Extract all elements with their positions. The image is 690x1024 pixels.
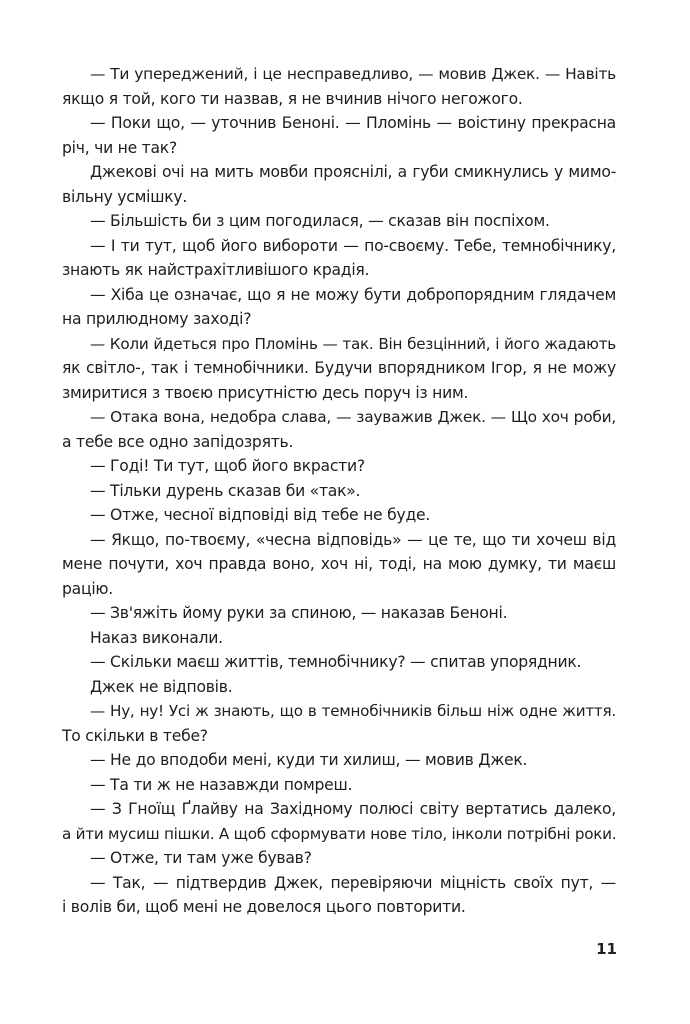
text-line: як світло-, так і темнобічники. Будучи впорядником Ігор, я не можу bbox=[62, 359, 616, 377]
text-line: — Більшість би з цим погодилася, — сказав він поспіхом. bbox=[90, 212, 550, 230]
text-line: а тебе все одно запідозрять. bbox=[62, 432, 294, 451]
text-line: — Тільки дурень сказав би «так». bbox=[90, 481, 361, 500]
text-line: — Ну, ну! Усі ж знають, що в темнобічників більш ніж одне життя. bbox=[90, 702, 616, 720]
text-line: Джек не відповів. bbox=[90, 677, 233, 696]
text-line: річ, чи не так? bbox=[62, 138, 177, 157]
text-line: рацію. bbox=[62, 579, 113, 598]
text-line: знають як найстрахітливішого крадія. bbox=[62, 261, 370, 279]
text-line: — Отже, чесної відповіді від тебе не буде. bbox=[90, 506, 431, 524]
text-line: і волів би, щоб мені не довелося цього повторити. bbox=[62, 898, 466, 916]
text-line: — Ти упереджений, і це несправедливо, — мовив Джек. — Навіть bbox=[90, 65, 616, 83]
text-line: — Поки що, — уточнив Беноні. — Пломінь — воістину прекрасна bbox=[90, 114, 616, 132]
text-line: — З Гноїщ Ґлайву на Західному полюсі світу вертатись далеко, bbox=[90, 800, 616, 818]
text-line: мене почути, хоч правда воно, хоч ні, тоді, на мою думку, ти маєш bbox=[62, 555, 616, 573]
text-line: — Отже, ти там уже бував? bbox=[90, 849, 312, 867]
page-number: 11 bbox=[596, 940, 617, 958]
text-line: То скільки в тебе? bbox=[62, 726, 208, 745]
text-line: на прилюдному заході? bbox=[62, 310, 252, 328]
text-line: — Якщо, по-твоєму, «чесна відповідь» — це те, що ти хочеш від bbox=[90, 530, 616, 549]
text-line: — Отака вона, недобра слава, — зауважив Джек. — Що хоч роби, bbox=[90, 408, 616, 426]
text-line: — Так, — підтвердив Джек, перевіряючи міцність своїх пут, — bbox=[90, 873, 616, 892]
text-line: — Скільки маєш життів, темнобічнику? — спитав упорядник. bbox=[90, 653, 582, 671]
text-line: змиритися з твоєю присутністю десь поруч із ним. bbox=[62, 383, 469, 402]
text-line: а йти мусиш пішки. А щоб сформувати нове тіло, інколи потрібні роки. bbox=[62, 824, 617, 843]
text-line: — Та ти ж не назавжди помреш. bbox=[90, 775, 353, 794]
text-line: вільну усмішку. bbox=[62, 187, 188, 206]
text-line: — Не до вподоби мені, куди ти хилиш, — мовив Джек. bbox=[90, 751, 528, 769]
text-line: — Зв'яжіть йому руки за спиною, — наказав Беноні. bbox=[90, 604, 508, 622]
text-line: Наказ виконали. bbox=[90, 628, 223, 647]
text-line: — Хіба це означає, що я не можу бути добропорядним глядачем bbox=[90, 285, 616, 304]
page-text bbox=[62, 62, 616, 920]
text-line: Джекові очі на мить мовби прояснілі, а губи смикнулись у мимо- bbox=[90, 163, 616, 181]
text-line: якщо я той, кого ти назвав, я не вчинив нічого негожого. bbox=[62, 89, 523, 108]
text-line: — Годі! Ти тут, щоб його вкрасти? bbox=[90, 457, 365, 475]
text-line: — І ти тут, щоб його вибороти — по-своєму. Тебе, темнобічнику, bbox=[90, 236, 616, 255]
text-line: — Коли йдеться про Пломінь — так. Він безцінний, і його жадають bbox=[90, 334, 616, 353]
